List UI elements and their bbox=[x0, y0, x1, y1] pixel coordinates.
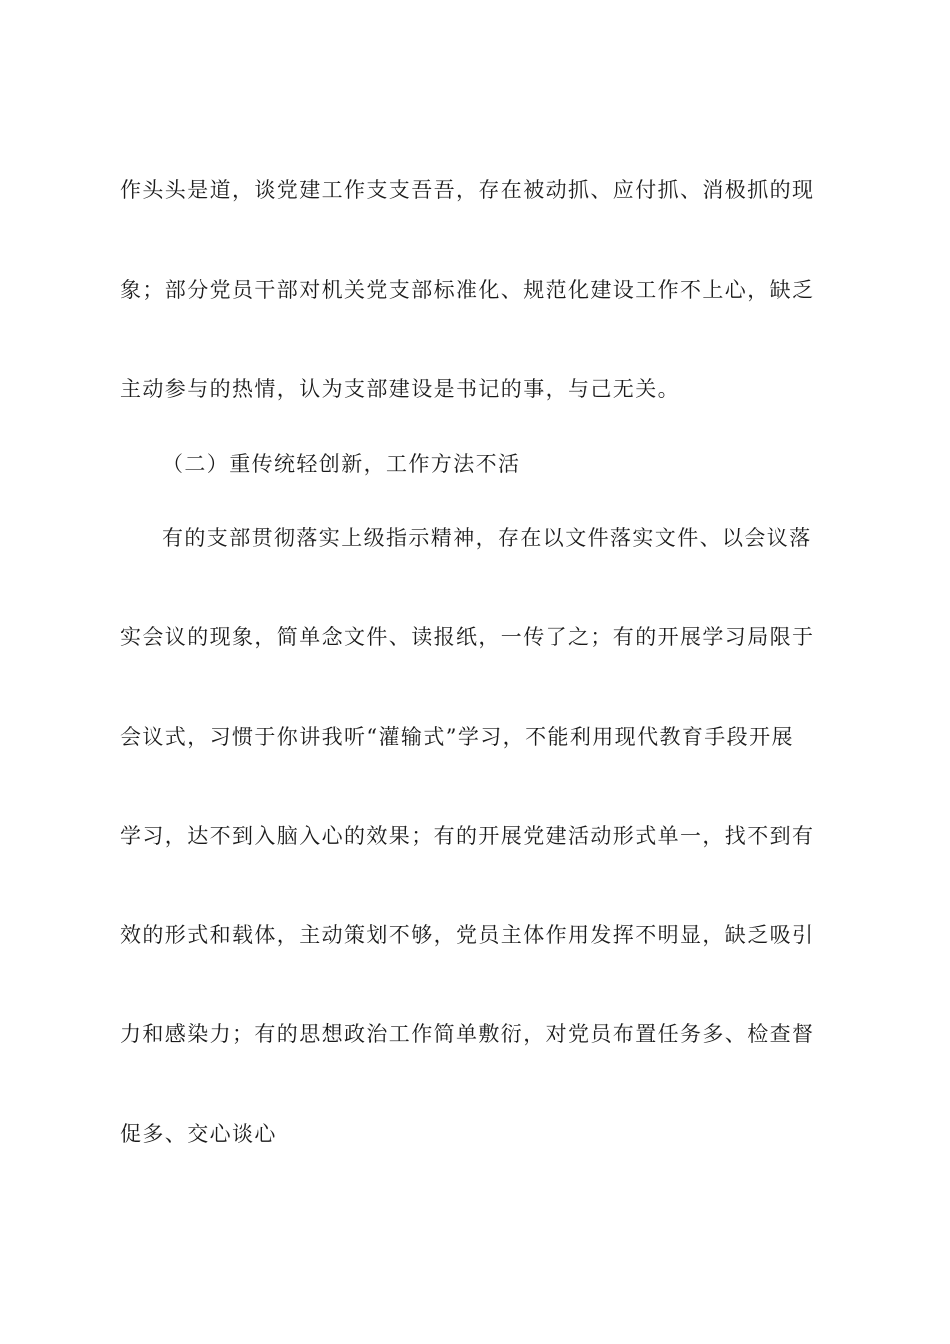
paragraph-2-line-6: 力和感染力；有的思想政治工作简单敷衍，对党员布置任务多、检查督 bbox=[120, 1022, 815, 1046]
paragraph-1-line-3: 主动参与的热情，认为支部建设是书记的事，与己无关。 bbox=[120, 377, 680, 401]
paragraph-2-line-5: 效的形式和载体，主动策划不够，党员主体作用发挥不明显，缺乏吸引 bbox=[120, 923, 815, 947]
paragraph-2-line-1: 有的支部贯彻落实上级指示精神，存在以文件落实文件、以会议落 bbox=[162, 526, 812, 550]
paragraph-2-line-2: 实会议的现象，简单念文件、读报纸，一传了之；有的开展学习局限于 bbox=[120, 625, 815, 649]
paragraph-1-line-2: 象；部分党员干部对机关党支部标准化、规范化建设工作不上心，缺乏 bbox=[120, 278, 815, 302]
paragraph-1-line-1: 作头头是道，谈党建工作支支吾吾，存在被动抓、应付抓、消极抓的现 bbox=[120, 178, 815, 202]
paragraph-2-line-4: 学习，达不到入脑入心的效果；有的开展党建活动形式单一，找不到有 bbox=[120, 824, 815, 848]
paragraph-2-line-3: 会议式，习惯于你讲我听“灌输式”学习，不能利用现代教育手段开展 bbox=[120, 725, 794, 749]
section-heading: （二）重传统轻创新，工作方法不活 bbox=[162, 452, 521, 476]
paragraph-2-line-7: 促多、交心谈心 bbox=[120, 1122, 277, 1146]
